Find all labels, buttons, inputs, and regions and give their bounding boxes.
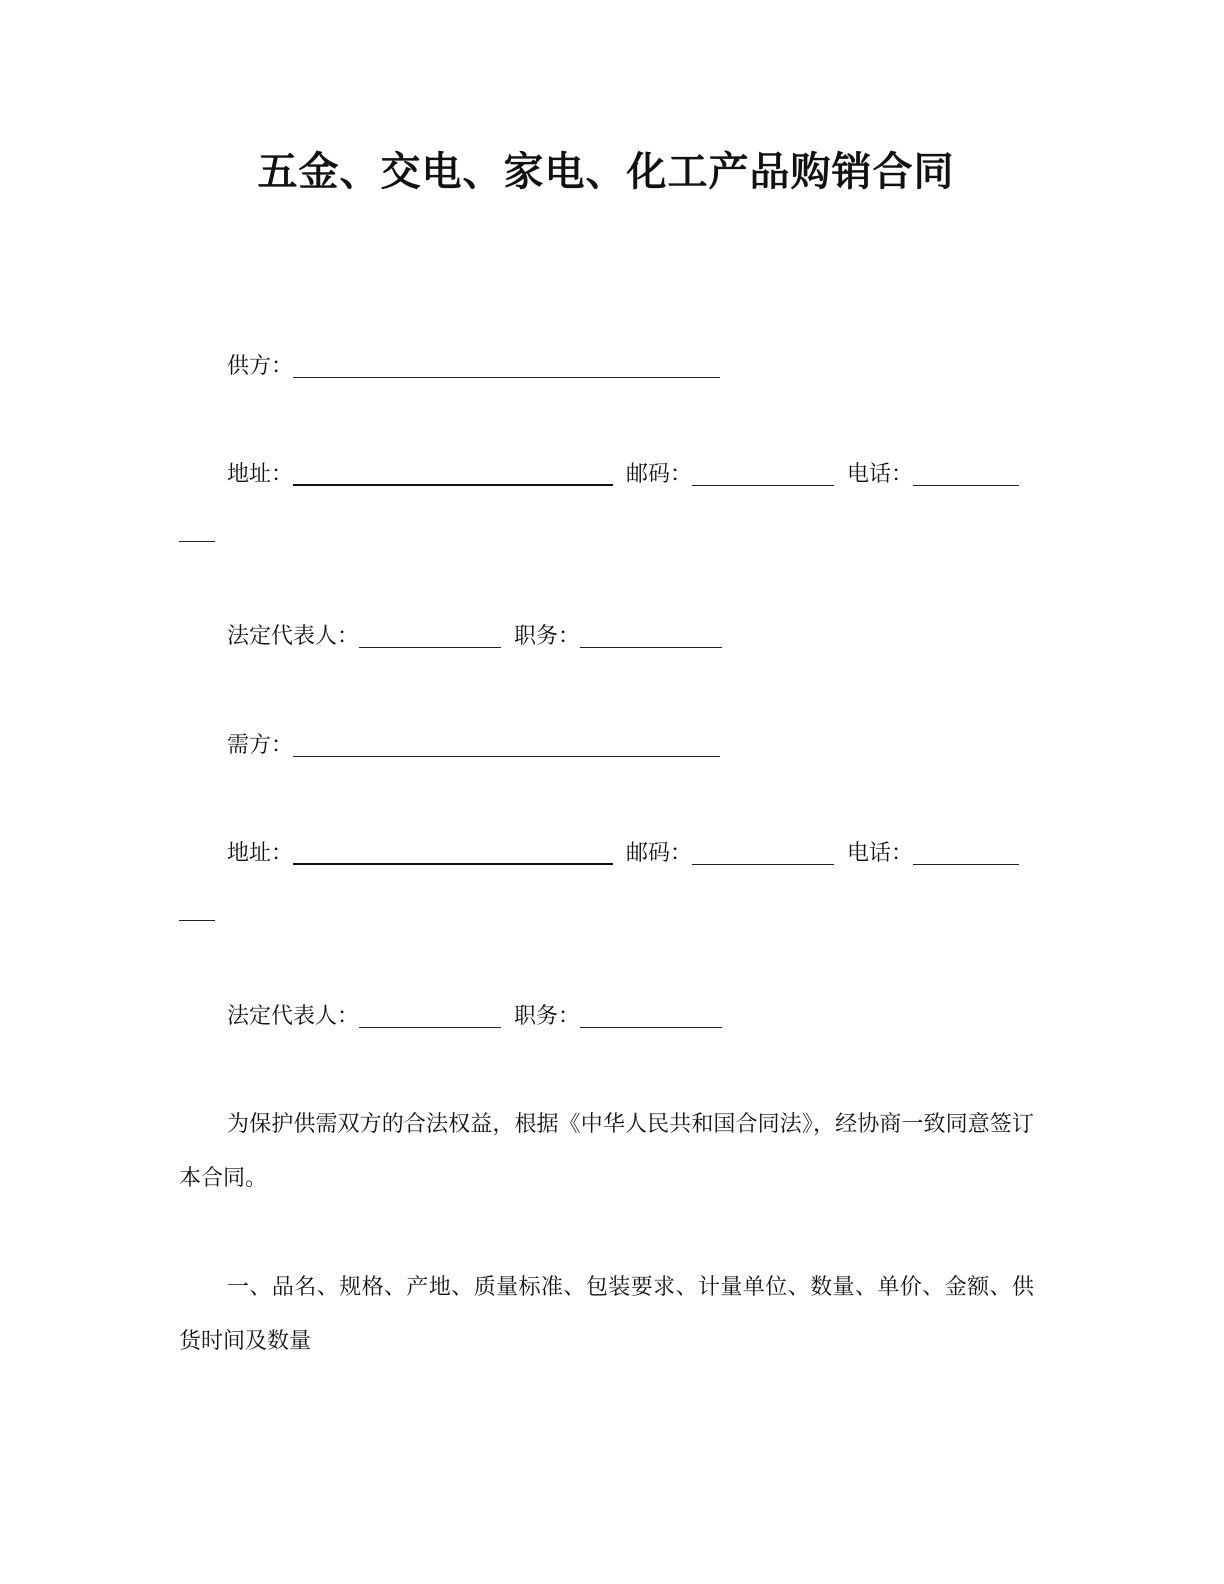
supplier-address-blank: [293, 466, 613, 486]
supplier-name-blank: [293, 359, 720, 378]
buyer-party-label: 需方：: [227, 733, 294, 758]
supplier-address-line: [227, 460, 1019, 490]
clause-1-heading: 一、品名、规格、产地、质量标准、包装要求、计量单位、数量、单价、金额、供货时间及数量: [179, 1275, 1034, 1354]
supplier-phone-blank-continued: [179, 540, 215, 542]
supplier-party-line: [227, 352, 720, 382]
buyer-rep-line: [227, 1002, 722, 1032]
supplier-address-label: 地址：: [227, 462, 294, 487]
supplier-position-blank: [580, 629, 722, 648]
buyer-position-blank: [580, 1009, 722, 1028]
buyer-party-line: [227, 731, 720, 761]
supplier-postcode-blank: [692, 467, 834, 486]
buyer-postcode-blank: [692, 846, 834, 865]
buyer-phone-blank-continued: [179, 919, 215, 921]
supplier-position-label: 职务：: [514, 624, 581, 649]
supplier-rep-blank: [359, 629, 501, 648]
buyer-name-blank: [293, 738, 720, 757]
buyer-postcode-label: 邮码：: [626, 841, 693, 866]
buyer-phone-label: 电话：: [847, 841, 914, 866]
buyer-address-line: [227, 839, 1019, 869]
intro-paragraph: 为保护供需双方的合法权益，根据《中华人民共和国合同法》，经协商一致同意签订本合同。: [179, 1112, 1034, 1191]
buyer-address-label: 地址：: [227, 841, 294, 866]
buyer-phone-blank: [913, 846, 1019, 865]
supplier-phone-label: 电话：: [847, 462, 914, 487]
supplier-rep-line: [227, 622, 722, 652]
supplier-rep-label: 法定代表人：: [227, 624, 360, 649]
buyer-position-label: 职务：: [514, 1004, 581, 1029]
buyer-address-blank: [293, 845, 613, 865]
buyer-rep-label: 法定代表人：: [227, 1004, 360, 1029]
supplier-party-label: 供方：: [227, 354, 294, 379]
buyer-rep-blank: [359, 1009, 501, 1028]
supplier-phone-blank: [913, 467, 1019, 486]
supplier-postcode-label: 邮码：: [626, 462, 693, 487]
contract-title: 五金、交电、家电、化工产品购销合同: [257, 149, 955, 195]
